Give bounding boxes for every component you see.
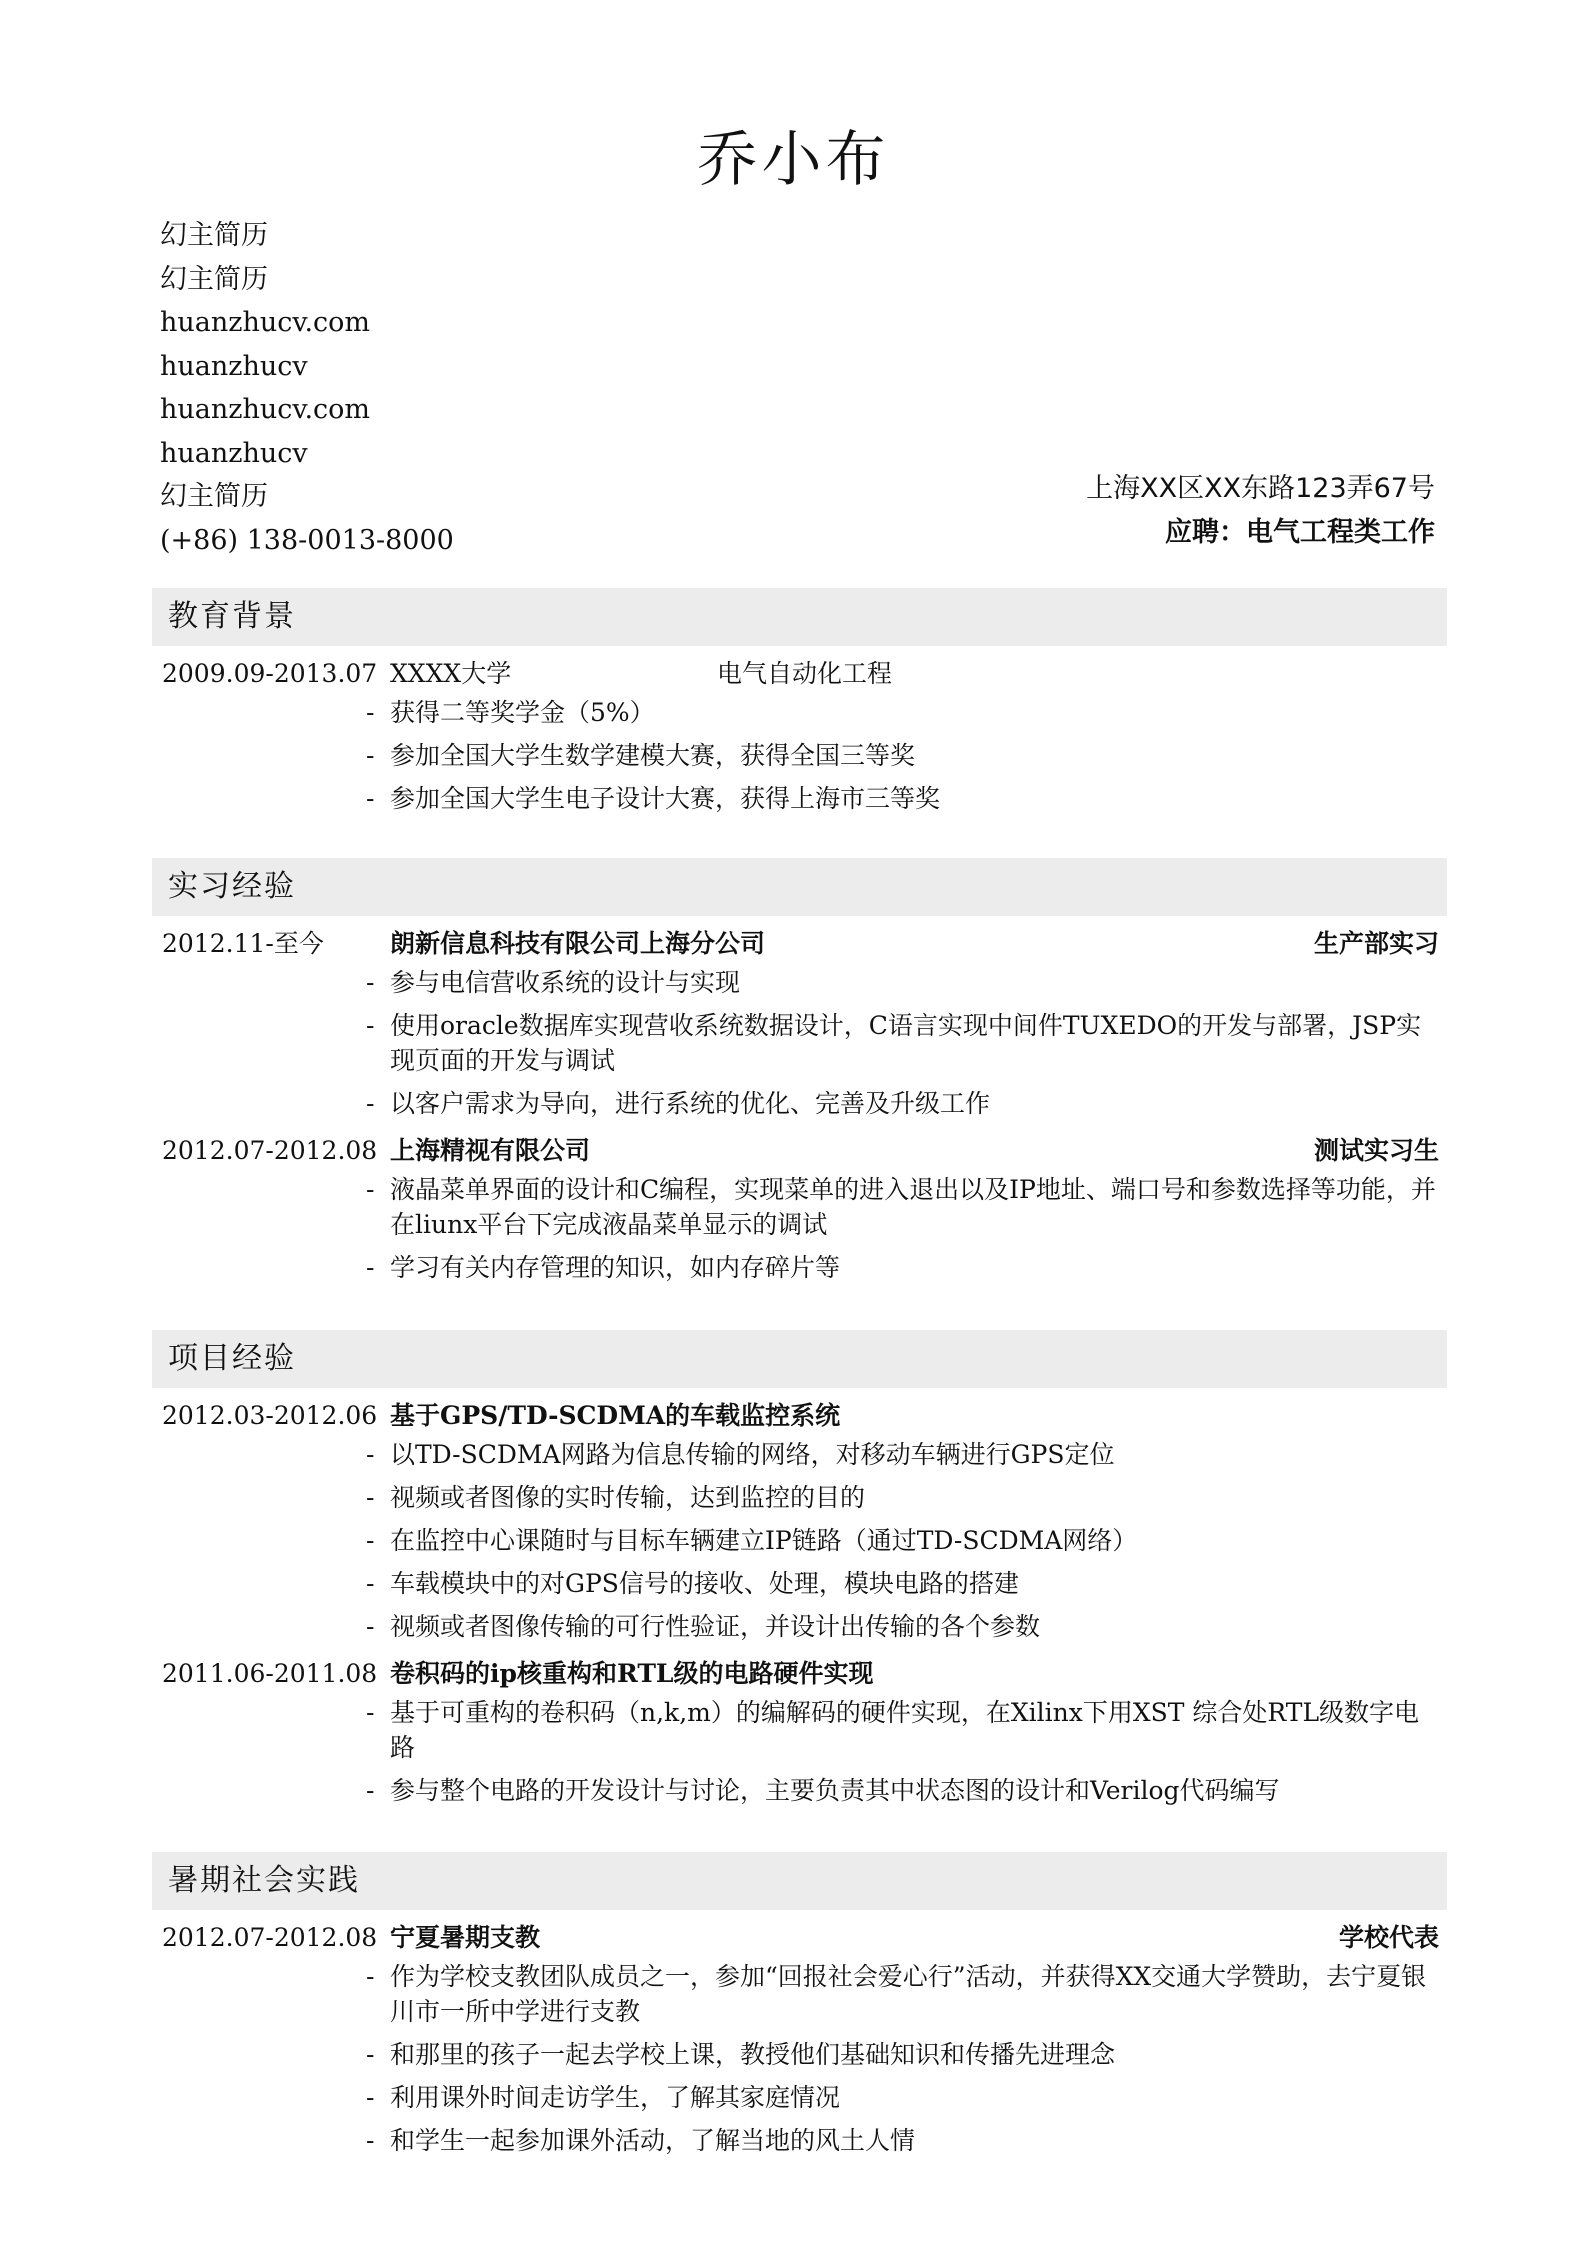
section-title: 教育背景 — [152, 588, 1447, 646]
internship-section — [152, 858, 1447, 1293]
bullet-list — [152, 695, 1447, 816]
education-section — [152, 588, 1447, 824]
education-entry — [152, 652, 1447, 816]
entry-date: 2012.07-2012.08 — [162, 1136, 378, 1165]
company-name: 朗新信息科技有限公司上海分公司 — [390, 929, 766, 958]
project-name: 基于GPS/TD-SCDMA的车载监控系统 — [390, 1401, 841, 1430]
entry-date: 2012.07-2012.08 — [162, 1923, 378, 1952]
bullet-list — [152, 965, 1447, 1121]
list-item: - 视频或者图像传输的可行性验证，并设计出传输的各个参数 — [390, 1609, 1447, 1644]
target-position: 应聘：电气工程类工作 — [1165, 516, 1435, 548]
internship-entry — [152, 1129, 1447, 1285]
internship-entry — [152, 922, 1447, 1121]
info-line: huanzhucv — [160, 350, 308, 382]
list-item: - 以TD-SCDMA网路为信息传输的网络，对移动车辆进行GPS定位 — [390, 1437, 1447, 1472]
entry-date: 2009.09-2013.07 — [162, 659, 378, 688]
bullet-list — [152, 1695, 1447, 1808]
bullet-list — [152, 1172, 1447, 1285]
section-title: 项目经验 — [152, 1330, 1447, 1388]
major: 电气自动化工程 — [717, 659, 893, 688]
list-item: - 在监控中心课随时与目标车辆建立IP链路（通过TD-SCDMA网络） — [390, 1523, 1447, 1558]
list-item: - 参与整个电路的开发设计与讨论，主要负责其中状态图的设计和Verilog代码编写 — [390, 1773, 1447, 1808]
phone-number: (+86) 138-0013-8000 — [160, 524, 454, 556]
list-item: - 和那里的孩子一起去学校上课，教授他们基础知识和传播先进理念 — [390, 2037, 1447, 2072]
summer-practice-section — [152, 1852, 1447, 2166]
bullet-list — [152, 1959, 1447, 2158]
practice-entry — [152, 1916, 1447, 2158]
activity-name: 宁夏暑期支教 — [390, 1923, 541, 1952]
list-item: - 参与电信营收系统的设计与实现 — [390, 965, 1447, 1000]
entry-date: 2012.03-2012.06 — [162, 1401, 378, 1430]
list-item: - 参加全国大学生电子设计大赛，获得上海市三等奖 — [390, 781, 1447, 816]
list-item: - 利用课外时间走访学生，了解其家庭情况 — [390, 2080, 1447, 2115]
entry-date: 2011.06-2011.08 — [162, 1659, 378, 1688]
info-line: huanzhucv — [160, 437, 308, 469]
job-role: 生产部实习 — [1313, 929, 1439, 958]
list-item: - 使用oracle数据库实现营收系统数据设计，C语言实现中间件TUXEDO的开发与部署，JSP实现页面的开发与调试 — [390, 1008, 1447, 1078]
info-line: 幻主简历 — [160, 220, 268, 251]
project-name: 卷积码的ip核重构和RTL级的电路硬件实现 — [390, 1659, 874, 1688]
right-info — [1086, 467, 1435, 554]
section-title: 实习经验 — [152, 858, 1447, 916]
list-item: - 获得二等奖学金（5%） — [390, 695, 1447, 730]
info-line: 幻主简历 — [160, 263, 268, 295]
contact-info — [160, 214, 454, 562]
school-name: XXXX大学 — [390, 659, 512, 688]
list-item: - 以客户需求为导向，进行系统的优化、完善及升级工作 — [390, 1086, 1447, 1121]
projects-section — [152, 1330, 1447, 1816]
list-item: - 学习有关内存管理的知识，如内存碎片等 — [390, 1250, 1447, 1285]
list-item: - 车载模块中的对GPS信号的接收、处理，模块电路的搭建 — [390, 1566, 1447, 1601]
job-role: 测试实习生 — [1313, 1136, 1439, 1165]
list-item: - 和学生一起参加课外活动，了解当地的风土人情 — [390, 2123, 1447, 2158]
candidate-name: 乔小布 — [697, 125, 890, 195]
activity-role: 学校代表 — [1338, 1923, 1439, 1952]
info-line: 幻主简历 — [160, 481, 268, 512]
project-entry — [152, 1394, 1447, 1644]
bullet-list — [152, 1437, 1447, 1644]
list-item: - 视频或者图像的实时传输，达到监控的目的 — [390, 1480, 1447, 1515]
project-entry — [152, 1652, 1447, 1808]
list-item: - 作为学校支教团队成员之一，参加“回报社会爱心行”活动，并获得XX交通大学赞助，去宁夏银川市一所中学进行支教 — [390, 1959, 1447, 2029]
section-title: 暑期社会实践 — [152, 1852, 1447, 1910]
address: 上海XX区XX东路123弄67号 — [1086, 473, 1435, 504]
info-line: huanzhucv.com — [160, 394, 371, 425]
list-item: - 参加全国大学生数学建模大赛，获得全国三等奖 — [390, 738, 1447, 773]
company-name: 上海精视有限公司 — [390, 1136, 591, 1165]
entry-date: 2012.11-至今 — [162, 929, 324, 958]
list-item: - 液晶菜单界面的设计和C编程，实现菜单的进入退出以及IP地址、端口号和参数选择等功能，并在liunx平台下完成液晶菜单显示的调试 — [390, 1172, 1447, 1242]
info-line: huanzhucv.com — [160, 307, 371, 338]
list-item: - 基于可重构的卷积码（n,k,m）的编解码的硬件实现，在Xilinx下用XST 综合处RTL级数字电路 — [390, 1695, 1447, 1765]
